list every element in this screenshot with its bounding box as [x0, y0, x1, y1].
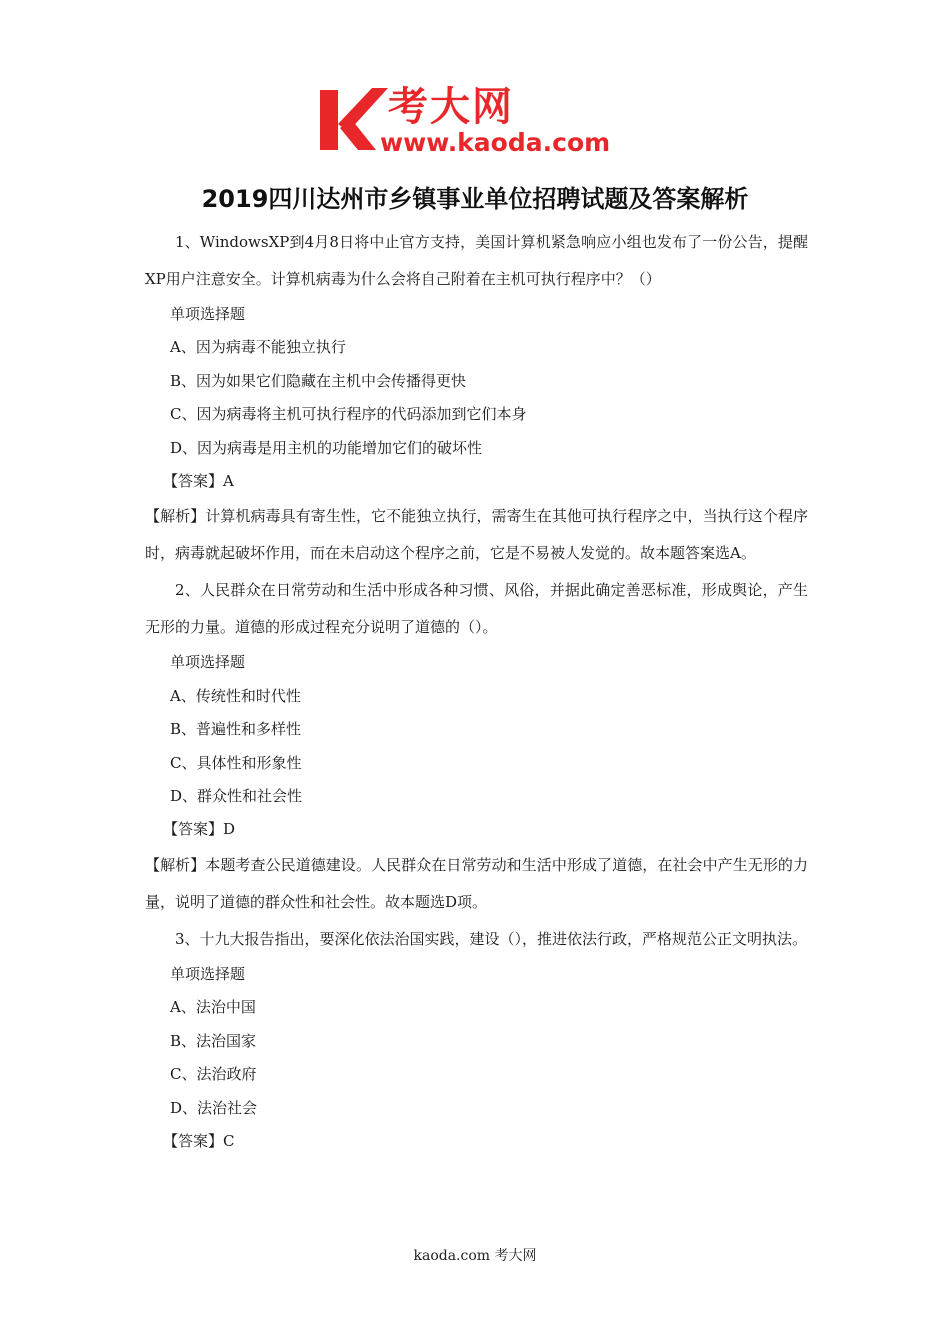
question-2-type: 单项选择题: [170, 653, 246, 672]
question-1-stem: 1、WindowsXP到4月8日将中止官方支持，美国计算机紧急响应小组也发布了一份公告，提醒XP用户注意安全。计算机病毒为什么会将自己附着在主机可执行程序中？（）: [145, 233, 808, 288]
k-logo-icon: [318, 84, 388, 156]
document-body: [145, 224, 808, 1158]
kaoda-logo: [318, 84, 638, 160]
question-2-option-d: D、群众性和社会性: [170, 787, 303, 806]
question-2-option-b: B、普遍性和多样性: [170, 720, 302, 739]
question-1-option-d: D、因为病毒是用主机的功能增加它们的破坏性: [170, 438, 483, 457]
question-2-option-c: C、具体性和形象性: [170, 753, 302, 772]
document-title: 2019四川达州市乡镇事业单位招聘试题及答案解析: [201, 185, 749, 213]
question-1-option-c: C、因为病毒将主机可执行程序的代码添加到它们本身: [170, 405, 527, 424]
question-3-option-b: B、法治国家: [170, 1031, 257, 1050]
question-3-answer: 【答案】C: [163, 1131, 235, 1150]
question-2-answer: 【答案】D: [163, 820, 236, 839]
question-3-stem: 3、十九大报告指出，要深化依法治国实践，建设（），推进依法行政，严格规范公正文明执法。: [175, 929, 808, 948]
question-3-option-d: D、法治社会: [170, 1098, 258, 1117]
page-footer: kaoda.com 考大网: [413, 1248, 537, 1264]
question-1-analysis: 【解析】计算机病毒具有寄生性，它不能独立执行，需寄生在其他可执行程序之中，当执行这个程序时，病毒就起破坏作用，而在未启动这个程序之前，它是不易被人发觉的。故本题答案选A。: [145, 507, 808, 563]
question-1-option-a: A、因为病毒不能独立执行: [170, 338, 346, 357]
question-1-answer: 【答案】A: [163, 472, 234, 491]
question-3-type: 单项选择题: [170, 964, 246, 983]
question-3-option-a: A、法治中国: [170, 998, 256, 1017]
question-1-option-b: B、因为如果它们隐藏在主机中会传播得更快: [170, 371, 467, 390]
question-2-stem: 2、人民群众在日常劳动和生活中形成各种习惯、风俗，并据此确定善恶标准，形成舆论，产生无形的力量。道德的形成过程充分说明了道德的（）。: [145, 581, 808, 637]
logo-brand-text: 考大网: [388, 84, 514, 130]
question-1-type: 单项选择题: [170, 305, 246, 323]
question-2-analysis: 【解析】本题考查公民道德建设。人民群众在日常劳动和生活中形成了道德，在社会中产生无形的力量，说明了道德的群众性和社会性。故本题选D项。: [145, 855, 808, 911]
question-3-option-c: C、法治政府: [170, 1065, 257, 1084]
logo-url-text: www.kaoda.com: [380, 128, 611, 157]
question-2-option-a: A、传统性和时代性: [170, 686, 301, 705]
